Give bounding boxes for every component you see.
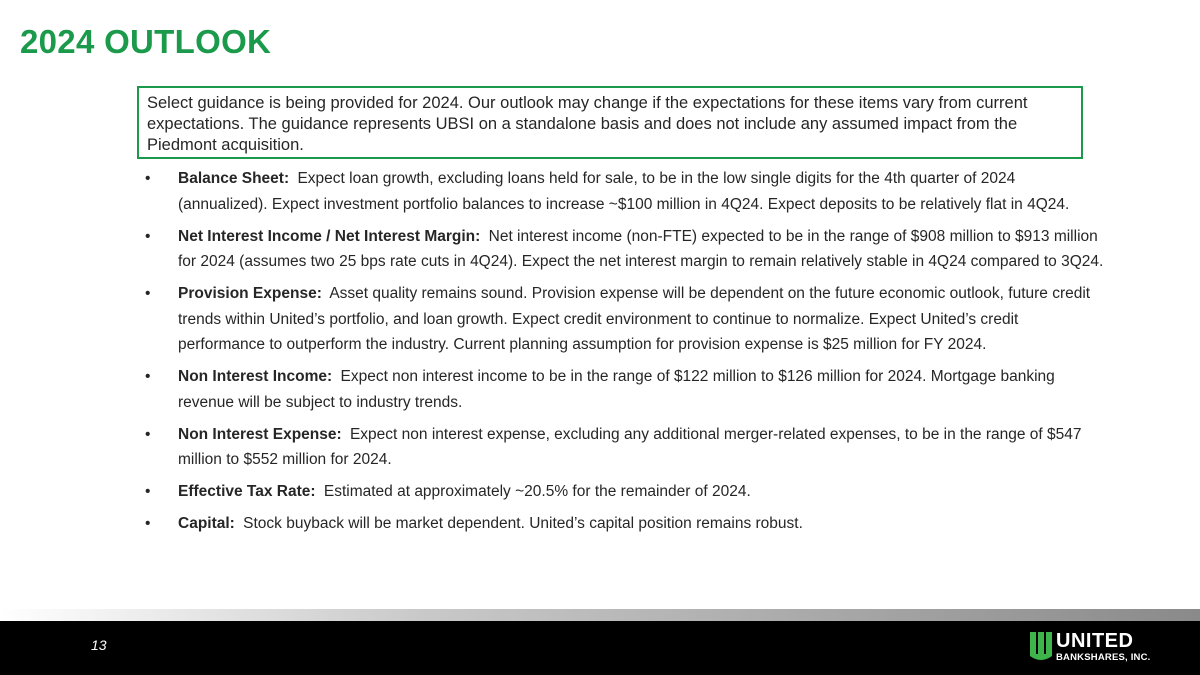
bullet-balance-sheet <box>145 166 1105 217</box>
bullet-net-interest-income <box>145 224 1105 275</box>
bullet-label: Net Interest Income / Net Interest Margin: <box>178 227 481 245</box>
bullet-non-interest-expense <box>145 422 1105 473</box>
bullet-label: Balance Sheet: <box>178 170 290 187</box>
bullet-label: Effective Tax Rate: <box>178 483 316 500</box>
bullet-text: Asset quality remains sound. Provision expense will be dependent on the future economic outlook, future credit trends within United’s portfolio, and loan growth. Expect credit environment to continue to normalize. Expect United’s credit performance to outperform the industry. Current planning assumption for provision expense is $25 million for FY 2024. <box>178 285 1091 353</box>
bullet-dot-icon: • <box>145 285 151 302</box>
page-number: 13 <box>91 637 107 653</box>
bullet-dot-icon: • <box>145 227 151 245</box>
bullet-text: Expect non interest expense, excluding any additional merger-related expenses, to be in the range of $547 million to $552 million for 2024. <box>178 425 1082 468</box>
bullet-text: Expect loan growth, excluding loans held for sale, to be in the low single digits for the 4th quarter of 2024 (annualized). Expect investment portfolio balances to increase ~$100 million in 4Q24. Expect deposits to be relatively flat in 4Q24. <box>178 170 1070 213</box>
bullet-dot-icon: • <box>145 368 151 385</box>
bullet-effective-tax-rate <box>145 479 1105 505</box>
intro-callout-box: Select guidance is being provided for 2024. Our outlook may change if the expectations for these items vary from current expectations. The guidance represents UBSI on a standalone basis and does not include any assumed impact from the Piedmont acquisition. <box>137 86 1083 159</box>
logo-name: UNITED <box>1056 630 1134 652</box>
footer-bar <box>0 621 1200 675</box>
bullet-text: Net interest income (non-FTE) expected to be in the range of $908 million to $913 million for 2024 (assumes two 25 bps rate cuts in 4Q24). Expect the net interest margin to remain relatively stable in 4Q24 compared to 3Q24. <box>178 227 1104 270</box>
united-bankshares-logo <box>1030 630 1150 666</box>
outlook-bullet-list <box>145 166 1105 543</box>
bullet-text: Estimated at approximately ~20.5% for the remainder of 2024. <box>323 483 751 500</box>
bullet-non-interest-income <box>145 364 1105 415</box>
united-logo-mark-icon <box>1030 632 1052 662</box>
logo-subtitle: BANKSHARES, INC. <box>1056 652 1151 663</box>
bullet-label: Provision Expense: <box>178 285 322 302</box>
bullet-dot-icon: • <box>145 515 151 532</box>
bullet-dot-icon: • <box>145 170 151 187</box>
bullet-dot-icon: • <box>145 425 151 443</box>
footer-gradient-strip <box>0 609 1200 621</box>
bullet-provision-expense <box>145 281 1105 358</box>
bullet-label: Non Interest Expense: <box>178 425 342 443</box>
bullet-label: Capital: <box>178 515 235 532</box>
bullet-text: Expect non interest income to be in the range of $122 million to $126 million for 2024. Mortgage banking revenue will be subject to industry trends. <box>178 368 1055 411</box>
bullet-capital <box>145 511 1105 537</box>
bullet-label: Non Interest Income: <box>178 368 333 385</box>
bullet-dot-icon: • <box>145 483 151 500</box>
bullet-text: Stock buyback will be market dependent. United’s capital position remains robust. <box>243 515 803 532</box>
page-title: 2024 OUTLOOK <box>20 23 272 60</box>
